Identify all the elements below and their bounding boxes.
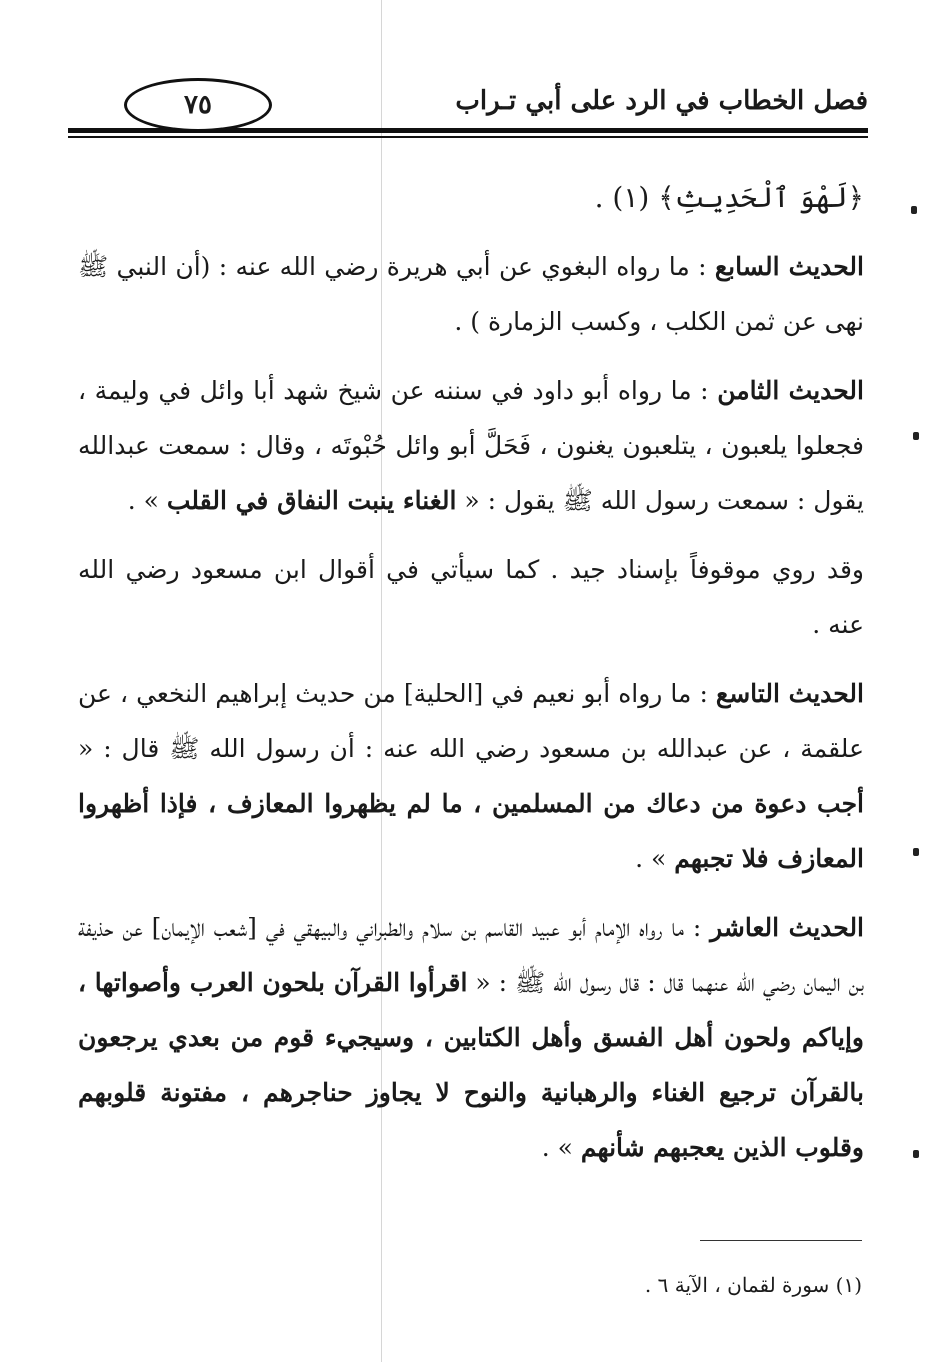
mawquf-note-text: وقد روي موقوفاً بإسناد جيد . كما سيأتي في أقوال ابن مسعود رضي الله عنه . xyxy=(78,555,864,639)
margin-mark xyxy=(913,432,919,440)
hadith-10-end: » . xyxy=(541,1133,581,1162)
hadith-7-label: الحديث السابع xyxy=(714,252,864,281)
paragraph-hadith-8 xyxy=(78,363,864,528)
hadith-8-quote: الغناء ينبت النفاق في القلب xyxy=(166,486,457,515)
margin-mark xyxy=(911,206,917,214)
hadith-9-end: » . xyxy=(635,844,675,873)
page-number: ٧٥ xyxy=(184,90,212,120)
main-text xyxy=(78,170,864,1189)
verse-line xyxy=(78,170,864,225)
hadith-10-quote: اقرأوا القرآن بلحون العرب وأصواتها ، وإياكم ولحون أهل الفسق وأهل الكتابين ، وسيجيء قوم من بعدي يرجعون بالقرآن ترجيع الغناء والرهبانية والنوح لا يجاوز حناجرهم ، مفتونة قلوبهم وقلوب الذين يعجبهم شأنهم xyxy=(78,968,864,1162)
running-title: فصل الخطاب في الرد على أبي تـراب xyxy=(455,86,868,116)
paragraph-hadith-10 xyxy=(78,900,864,1175)
hadith-9-text: : ما رواه أبو نعيم في [الحلية] من حديث إبراهيم النخعي ، عن علقمة ، عن عبدالله بن مسعود رضي الله عنه : أن رسول الله ﷺ قال : « xyxy=(78,679,864,763)
hadith-9-quote: أجب دعوة من دعاك من المسلمين ، ما لم يظهروا المعازف ، فإذا أظهروا المعازف فلا تجبهم xyxy=(78,789,864,873)
verse-text: ﴿لَهْوَ ٱلْحَدِيثِ﴾ xyxy=(658,181,864,214)
margin-mark xyxy=(913,1150,919,1158)
hadith-8-text: : ما رواه أبو داود في سننه عن شيخ شهد أبا وائل في وليمة ، فجعلوا يلعبون ، يتلعبون يغنون ، فَحَلَّ أبو وائل حُبْوتَه ، وقال : سمعت عبدالله يقول : سمعت رسول الله ﷺ يقول : « xyxy=(78,376,864,515)
header-rule-thin xyxy=(68,136,868,138)
hadith-9-label: الحديث التاسع xyxy=(715,679,864,708)
hadith-10-label: الحديث العاشر xyxy=(710,913,865,942)
hadith-7-text: : ما رواه البغوي عن أبي هريرة رضي الله عنه : (أن النبي ﷺ نهى عن ثمن الكلب ، وكسب الزمارة ) . xyxy=(78,252,864,336)
margin-mark xyxy=(913,848,919,856)
footnote: (١) سورة لقمان ، الآية ٦ . xyxy=(644,1273,862,1297)
footnote-separator xyxy=(700,1240,862,1241)
page-number-badge xyxy=(124,78,272,132)
paragraph-hadith-9 xyxy=(78,666,864,886)
hadith-10-text: : ما رواه الإمام أبو عبيد القاسم بن سلام والطبراني والبيهقي في [شعب الإيمان] عن حذيفة بن اليمان رضي الله عنهما قال : قال رسول الله ﷺ : « xyxy=(78,913,865,997)
verse-footnote-ref: (١) . xyxy=(594,181,659,214)
paragraph-mawquf-note xyxy=(78,542,864,652)
hadith-8-end: » . xyxy=(127,486,167,515)
paragraph-hadith-7 xyxy=(78,239,864,349)
page-header xyxy=(68,78,868,144)
hadith-8-label: الحديث الثامن xyxy=(717,376,864,405)
